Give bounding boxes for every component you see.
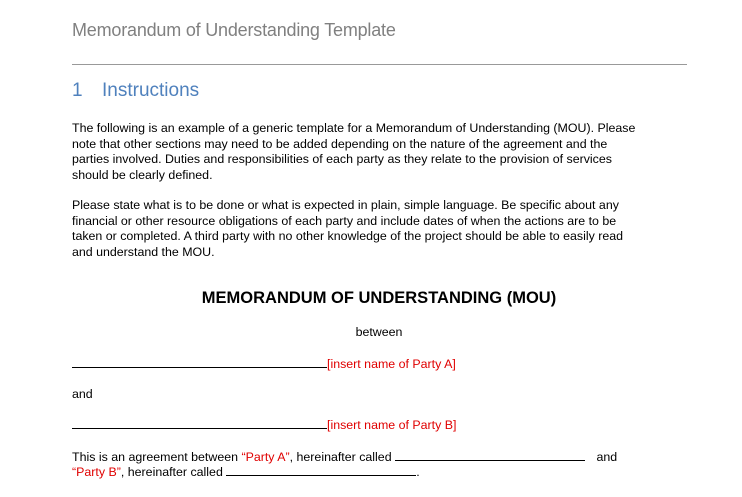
paragraph-line: note that other sections may need to be added depending on the nature of the agreement and the (72, 136, 608, 151)
paragraph-line: The following is an example of a generic template for a Memorandum of Understanding (MOU). Please (72, 121, 636, 135)
party-a-placeholder: [insert name of Party A] (327, 357, 456, 371)
section-heading (72, 80, 199, 102)
instructions-paragraph-1 (72, 121, 692, 183)
agreement-line-1 (72, 448, 617, 464)
section-title: Instructions (102, 80, 200, 101)
between-text: between (355, 325, 403, 339)
agreement-line-2 (72, 463, 420, 479)
agreement-and: and (593, 450, 618, 464)
and-text: and (72, 387, 93, 401)
party-b-placeholder: [insert name of Party B] (327, 418, 457, 432)
paragraph-line: should be clearly defined. (72, 167, 213, 182)
party-b-alias-blank[interactable] (226, 463, 416, 476)
paragraph-line: parties involved. Duties and responsibilities of each party as they relate to the provision of services (72, 152, 612, 166)
title-divider (72, 64, 687, 65)
paragraph-line: and understand the MOU. (72, 244, 215, 259)
party-b-quoted: “Party B” (72, 465, 121, 479)
agreement-prefix: This is an agreement between (72, 450, 242, 464)
agreement-called-b: , hereinafter called (120, 465, 227, 479)
agreement-called-a: , hereinafter called (289, 450, 396, 464)
instructions-paragraph-2 (72, 198, 692, 260)
party-a-quoted: “Party A” (241, 450, 290, 464)
paragraph-line: Please state what is to be done or what is expected in plain, simple language. Be specific about any (72, 198, 619, 212)
agreement-period: . (416, 465, 420, 479)
section-number: 1 (72, 80, 83, 101)
paragraph-line: taken or completed. A third party with no other knowledge of the project should be able to easily read (72, 229, 624, 243)
party-a-alias-blank[interactable] (395, 448, 585, 461)
party-b-line (72, 416, 456, 432)
party-a-line (72, 355, 456, 371)
paragraph-line: financial or other resource obligations of each party and include dates of when the actions are to be (72, 213, 617, 228)
document-title: Memorandum of Understanding Template (72, 20, 396, 40)
mou-heading: MEMORANDUM OF UNDERSTANDING (MOU) (201, 289, 557, 307)
party-b-blank[interactable] (72, 416, 327, 429)
party-a-blank[interactable] (72, 355, 327, 368)
